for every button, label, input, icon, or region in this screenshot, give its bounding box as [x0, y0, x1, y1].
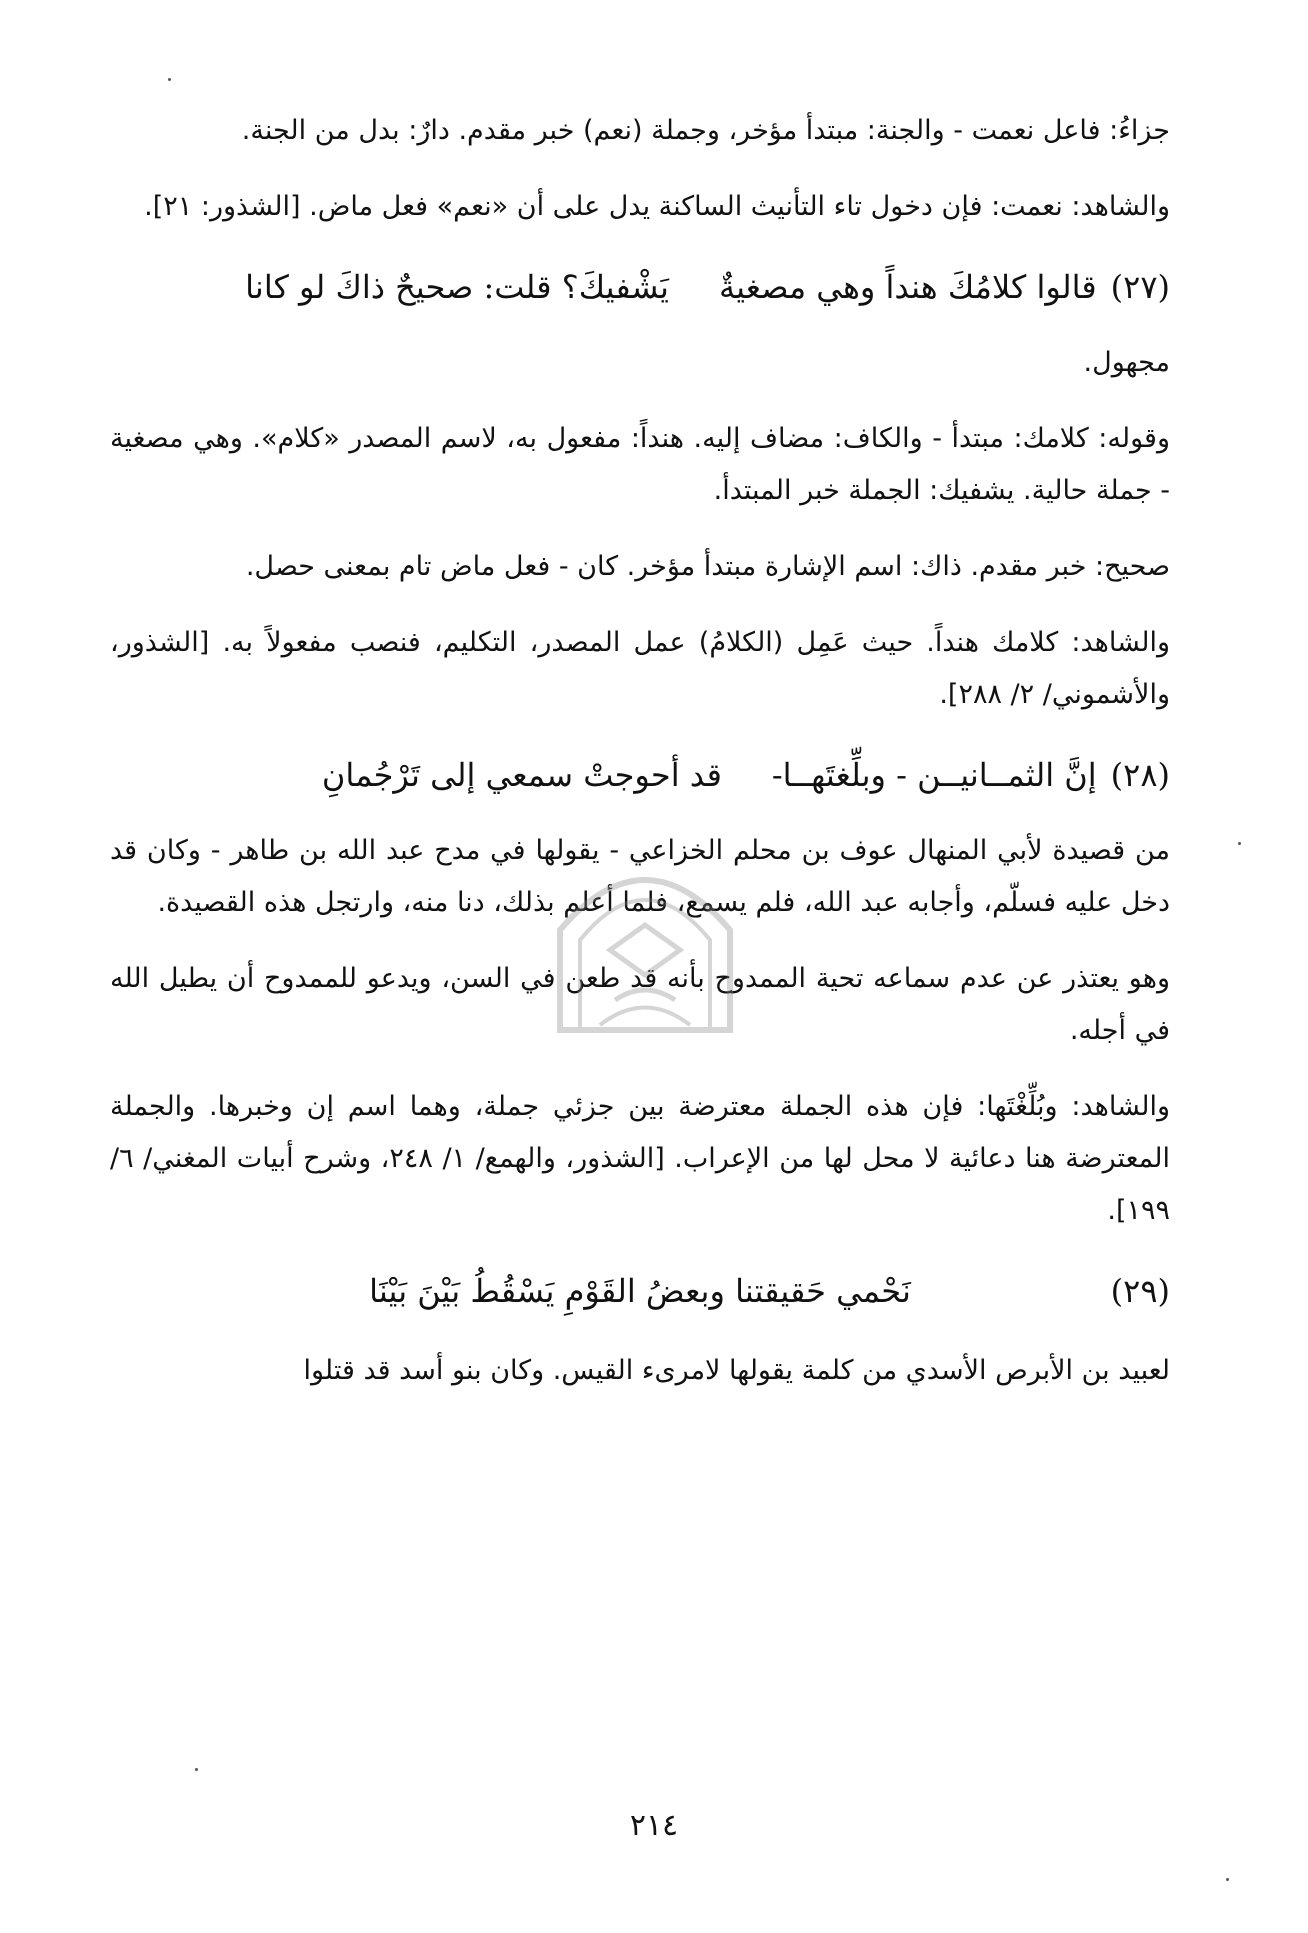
- paragraph-ubaid: لعبيد بن الأبرص الأسدي من كلمة يقولها لامرىء القيس. وكان بنو أسد قد قتلوا: [303, 1355, 1170, 1386]
- verse-second-hemistich: يَشْفيكَ؟ قلت: صحيحٌ ذاكَ لو كانا: [245, 268, 669, 306]
- verse-first-hemistich: قالوا كلامُكَ هنداً وهي مصغيةٌ: [718, 268, 1097, 306]
- verse-text: نَحْمي حَقيقتنا وبعضُ القَوْمِ يَسْقُطُ بَيْنَ بَيْنَا: [369, 1272, 911, 1310]
- paragraph-apology: وهو يعتذر عن عدم سماعه تحية الممدوح بأنه قد طعن في السن، ويدعو للممدوح أن يطيل الله في أجله.: [110, 963, 1170, 1046]
- verse-28: [110, 745, 1170, 805]
- verse-number: (٢٨): [1110, 756, 1170, 794]
- paragraph-jazaa: جزاءُ: فاعل نعمت - والجنة: مبتدأ مؤخر، وجملة (نعم) خبر مقدم. دارٌ: بدل من الجنة.: [241, 115, 1170, 146]
- paragraph-qasida-source: من قصيدة لأبي المنهال عوف بن محلم الخزاعي - يقولها في مدح عبد الله بن طاهر - وكان قد دخل عليه فسلّم، وأجابه عبد الله، فلم يسمع، فلما أعلم بذلك، دنا منه، وارتجل هذه القصيدة.: [110, 835, 1170, 918]
- paragraph-shahid-kalamuk: والشاهد: كلامك هنداً. حيث عَمِل (الكلامُ) عمل المصدر، التكليم، فنصب مفعولاً به. [الشذور، والأشموني/ ٢/ ٢٨٨].: [110, 627, 1170, 710]
- paragraph-kalamuk: وقوله: كلامك: مبتدأ - والكاف: مضاف إليه. هنداً: مفعول به، لاسم المصدر «كلام». وهي مصغية - جملة حالية. يشفيك: الجملة خبر المبتدأ.: [110, 423, 1170, 506]
- mosque-book-emblem-icon: [540, 840, 750, 1040]
- paragraph-sahih: صحيح: خبر مقدم. ذاك: اسم الإشارة مبتدأ مؤخر. كان - فعل ماض تام بمعنى حصل.: [245, 551, 1170, 582]
- verse-number: (٢٩): [1110, 1272, 1170, 1310]
- paragraph-shahid-bullightaha: والشاهد: وبُلِّغْتَها: فإن هذه الجملة معترضة بين جزئي جملة، وهما اسم إن وخبرها. والجملة المعترضة هنا دعائية لا محل لها من الإعراب. [الشذور، والهمع/ ١/ ٢٤٨، وشرح أبيات المغني/ ٦/ ١٩٩].: [110, 1091, 1170, 1226]
- page-number: ٢١٤: [629, 1808, 679, 1843]
- verse-29: [110, 1261, 1170, 1321]
- page-body: [110, 105, 1170, 1421]
- paragraph-shahid-nimat: والشاهد: نعمت: فإن دخول تاء التأنيث الساكنة يدل على أن «نعم» فعل ماض. [الشذور: ٢١].: [144, 191, 1170, 222]
- verse-first-hemistich: إنَّ الثمــانيــن - وبلِّغتَهــا-: [771, 756, 1097, 794]
- verse-continuation: مجهول.: [1083, 347, 1170, 378]
- verse-second-hemistich: قد أحوجتْ سمعي إلى تَرْجُمانِ: [321, 756, 722, 794]
- verse-number: (٢٧): [1110, 268, 1170, 306]
- verse-27: [110, 257, 1170, 317]
